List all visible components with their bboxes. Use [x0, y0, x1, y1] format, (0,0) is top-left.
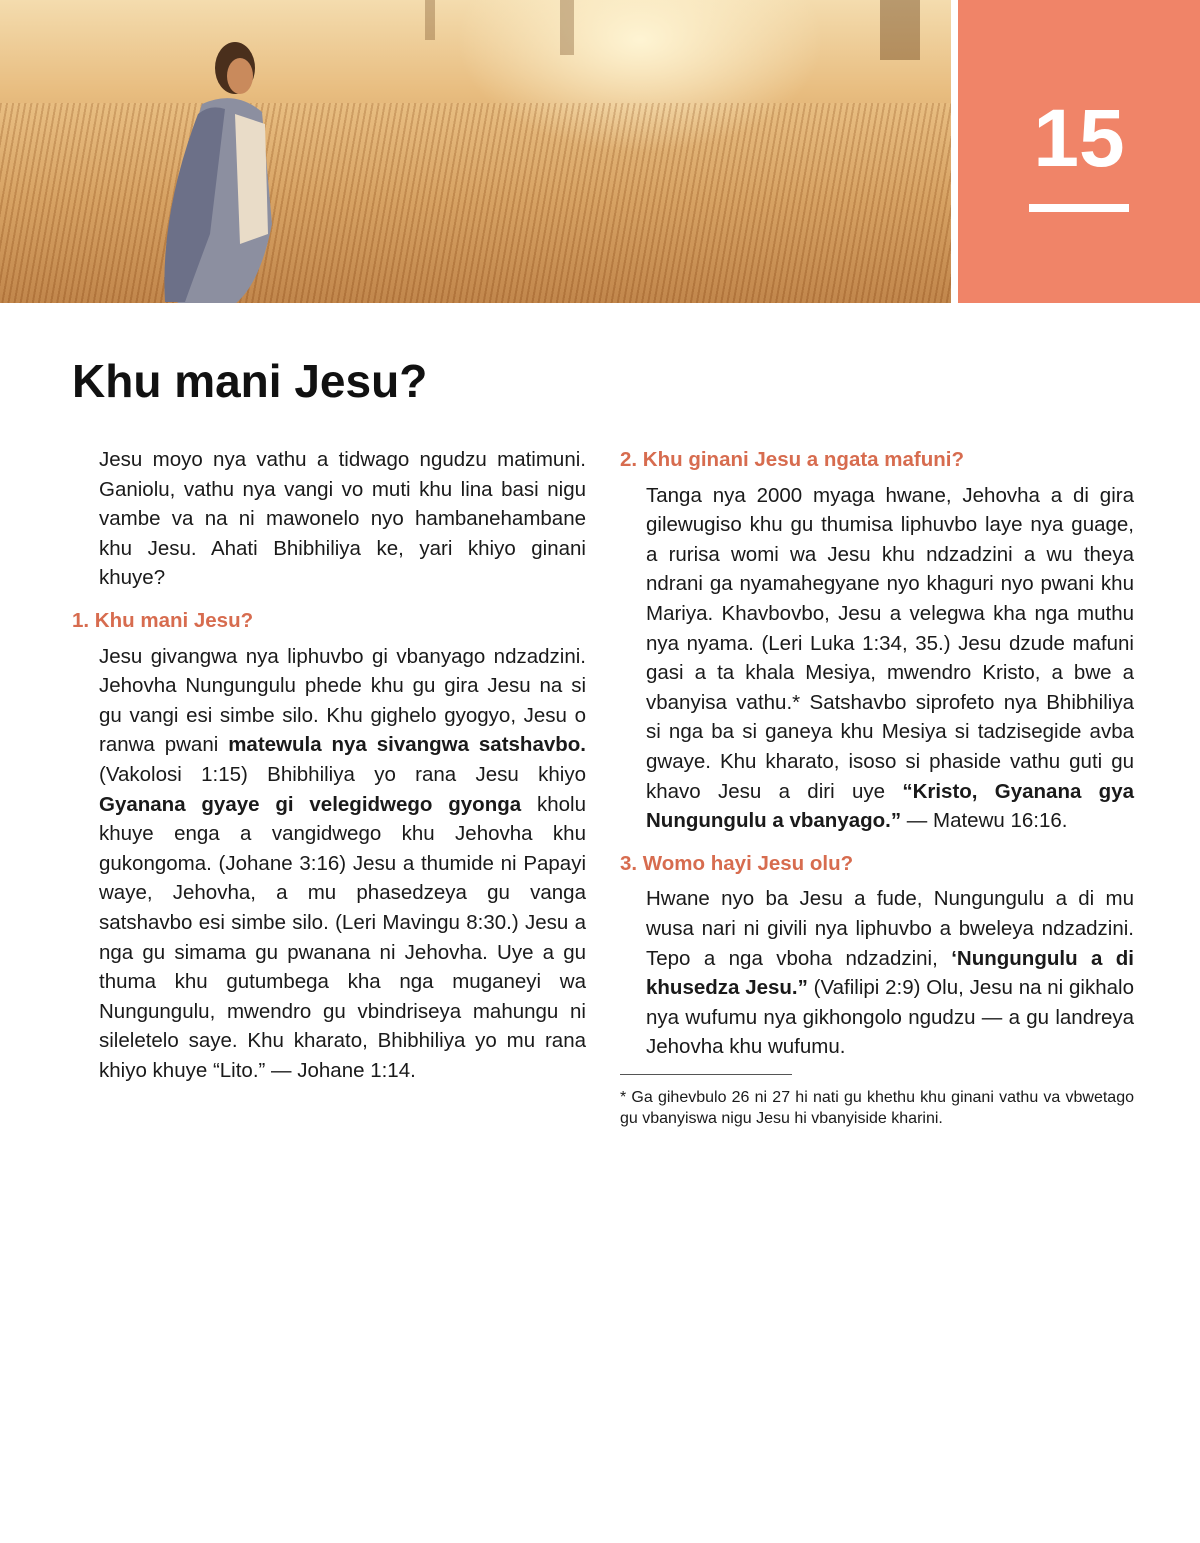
chapter-underline: [1029, 204, 1129, 212]
question-3-answer: Hwane nyo ba Jesu a fude, Nungungulu a di mu wusa nari ni givili nya liphuvbo a bweleya ndzadzini. Tepo a nga vboha ndzadzini, ‘Nungungulu a di khusedza Jesu.” (Vafilipi 2:9) Olu, Jesu na ni gikhalo nya wufumu nya gikhongolo ngudzu — a gu landreya Jehovha khu wufumu.: [646, 887, 1135, 1059]
hero-photo: [0, 0, 951, 303]
footnote-divider: [620, 1074, 792, 1075]
footnote: * Ga gihevbulo 26 ni 27 hi nati gu khethu khu ginani vathu va vbwetago gu vbanyiswa nigu Jesu hi vbanyiside kharini.: [620, 1088, 1134, 1127]
page-title: Khu mani Jesu?: [72, 355, 428, 407]
question-2-answer: Tanga nya 2000 myaga hwane, Jehovha a di gira gilewugiso khu gu thumisa liphuvbo laye nya guage, a rurisa womi wa Jesu khu ndzadzini a wu theya ndrani ga nyamahegyane nyo khaguri nyo pwani khu Mariya. Khavbovbo, Jesu a velegwa kha nga muthu nya nyama. (Leri Luka 1:34, 35.) Jesu dzude mafuni gasi a ta khala Mesiya, mwendro Kristo, a bwe a vbanyisa vathu.* Satshavbo siprofeto nya Bhibhiliya si nga ba si ganeya khu Mesiya si tadzisegide avba gwaye. Khu kharato, isoso si phaside vathu guti gu khavo Jesu a diri uye “Kristo, Gyanana gya Nungungulu a vbanyago.” — Matewu 16:16.: [646, 483, 1135, 833]
chapter-box: [958, 0, 1200, 303]
question-3-heading: 3. Womo hayi Jesu olu?: [620, 851, 854, 875]
question-1-answer: Jesu givangwa nya liphuvbo gi vbanyago ndzadzini. Jehovha Nungungulu phede khu gu gira Jesu na si gu vangi esi simbe silo. Khu gighelo gyogyo, Jesu o ranwa pwani matewula nya sivangwa satshavbo. (Vakolosi 1:15) Bhibhiliya yo rana Jesu khiyo Gyanana gyaye gi velegidwego gyonga kholu khuye enga a vangidwego khu Jehovha khu gukongoma. (Johane 3:16) Jesu a thumide ni Papayi waye, Jehovha, a mu phasedzeya gu vanga satshavbo esi simbe silo. (Leri Mavingu 8:30.) Jesu a nga gu simama gu pwanana ni Jehovha. Uye a gu thuma khu gutumbega kha nga muganeyi wa Nungungulu, mwendro gu vbindriseya mahungu ni sileletelo saye. Khu kharato, Bhibhiliya yo mu rana khiyo khuye “Lito.” — Johane 1:14.: [99, 644, 586, 1082]
left-column: [72, 445, 586, 1085]
question-1-heading: 1. Khu mani Jesu?: [72, 608, 254, 632]
right-column: [620, 445, 1134, 1129]
question-2-heading: 2. Khu ginani Jesu a ngata mafuni?: [620, 448, 964, 471]
walking-man-figure: [140, 34, 290, 303]
chapter-number: 15: [1033, 93, 1125, 184]
intro-paragraph: Jesu moyo nya vathu a tidwago ngudzu matimuni. Ganiolu, vathu nya vangi vo muti khu lina basi nigu vambe va na ni mawonelo nyo hambanehambane khu Jesu. Ahati Bhibhiliya ke, yari khiyo ginani khuye?: [99, 448, 586, 590]
